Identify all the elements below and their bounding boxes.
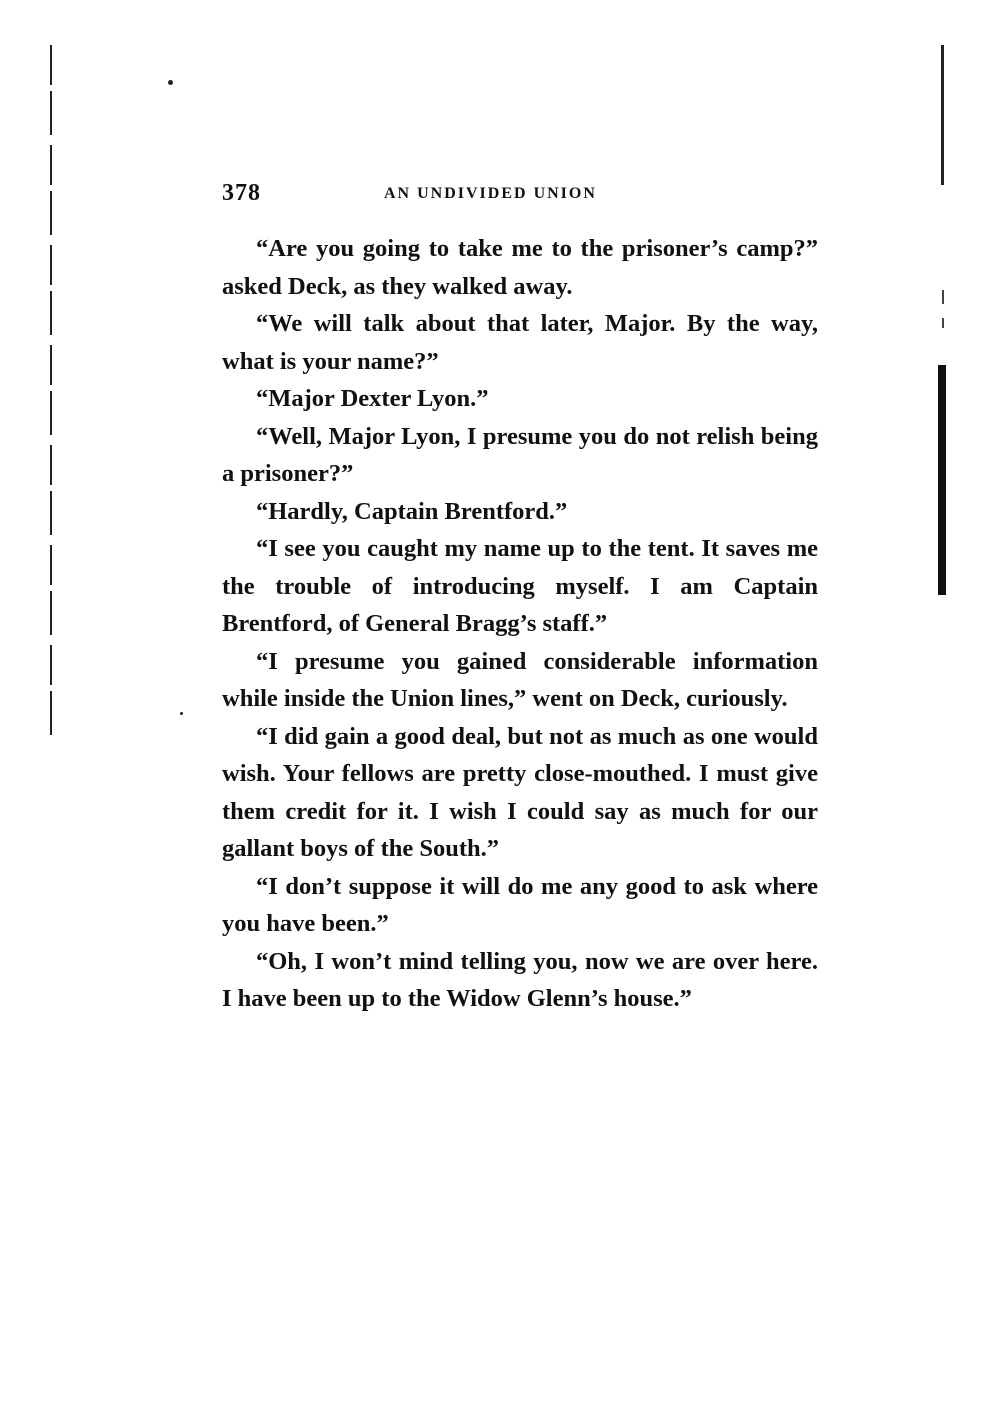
scan-edge-bar [938,365,946,595]
paragraph: “I see you caught my name up to the tent. It saves me the trouble of introducing myself. I am Captain Brentford, of General Bragg’s staff.” [222,535,818,637]
paragraph: “We will talk about that later, Major. By the way, what is your name?” [222,310,818,375]
page-number: 378 [222,180,261,206]
scan-speck [180,712,183,715]
page-header [222,180,822,210]
paragraph: “Major Dexter Lyon.” [256,385,489,412]
paragraph: “Are you going to take me to the prisoner’s camp?” asked Deck, as they walked away. [222,235,818,300]
scan-mark [942,318,944,328]
paragraph: “Hardly, Captain Brentford.” [256,497,568,525]
paragraph: “Well, Major Lyon, I presume you do not relish being a prisoner?” [222,422,818,487]
paragraph: “I presume you gained considerable information while inside the Union lines,” went on Deck, curiously. [222,647,818,712]
running-head: AN UNDIVIDED UNION [384,185,597,202]
scan-edge-right [941,45,944,185]
scan-speck [168,80,173,85]
paragraph: “Oh, I won’t mind telling you, now we are over here. I have been up to the Widow Glenn’s house.” [222,947,818,1012]
scan-mark [942,290,944,304]
scan-edge-left [50,45,52,740]
body-text [222,230,818,1018]
paragraph: “I don’t suppose it will do me any good to ask where you have been.” [222,872,818,937]
paragraph: “I did gain a good deal, but not as much as one would wish. Your fellows are pretty close-mouthed. I must give them credit for it. I wish I could say as much for our gallant boys of the South.” [222,722,818,862]
